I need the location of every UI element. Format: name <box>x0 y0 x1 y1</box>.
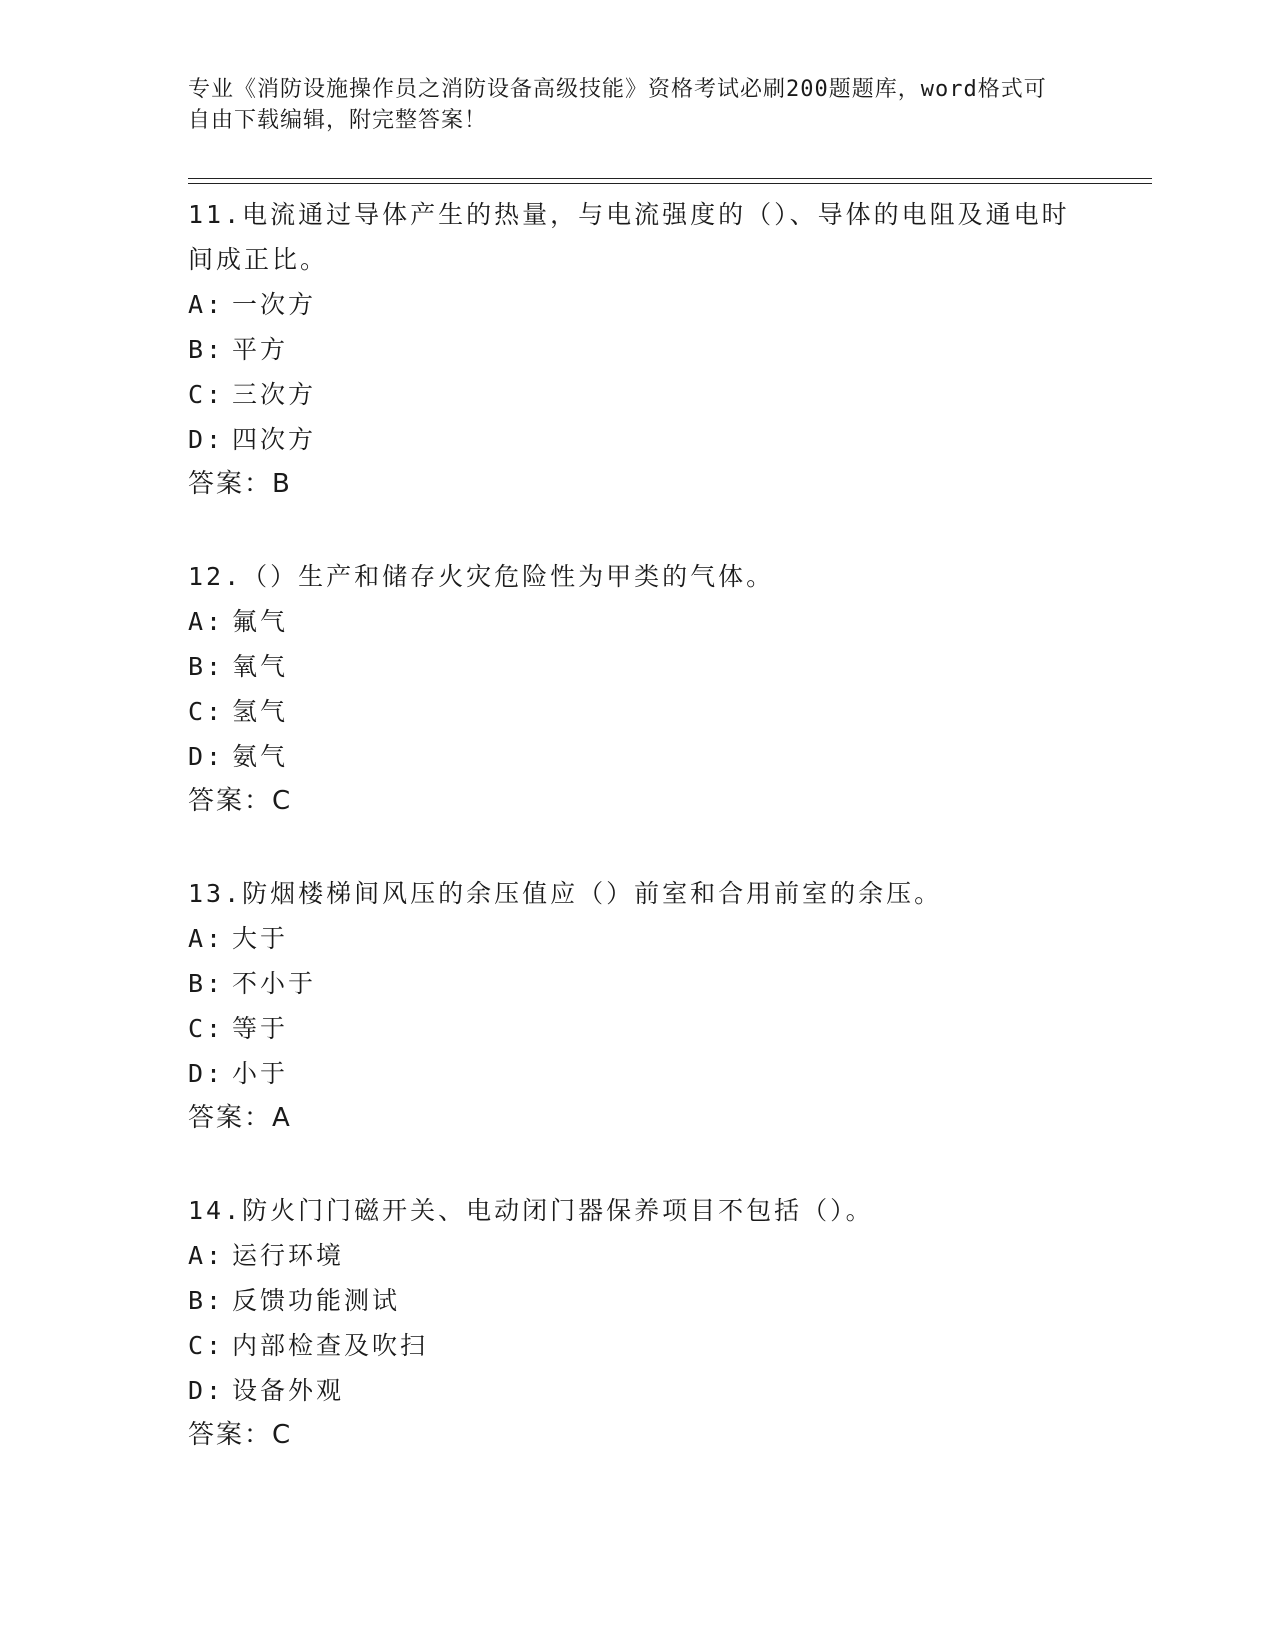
option-label: D: <box>188 425 225 454</box>
option-a <box>188 916 1148 961</box>
option-list <box>188 916 1148 1096</box>
option-b <box>188 644 1148 689</box>
option-text: 平方 <box>232 335 289 364</box>
question-list <box>188 192 1148 1505</box>
question-stem: 11.电流通过导体产生的热量，与电流强度的（）、导体的电阻及通电时间成正比。 <box>188 200 1070 274</box>
option-label: A: <box>188 924 225 953</box>
question-stem: 14.防火门门磁开关、电动闭门器保养项目不包括（）。 <box>188 1196 874 1225</box>
option-label: C: <box>188 380 225 409</box>
option-text: 氢气 <box>232 697 289 726</box>
option-list <box>188 1233 1148 1413</box>
question-stem: 13.防烟楼梯间风压的余压值应（）前室和合用前室的余压。 <box>188 879 943 908</box>
option-label: A: <box>188 290 225 319</box>
option-label: D: <box>188 1376 225 1405</box>
option-text: 等于 <box>232 1014 289 1043</box>
answer-line: 答案：B <box>188 469 292 499</box>
header-divider-top <box>188 178 1152 179</box>
option-label: D: <box>188 742 225 771</box>
option-text: 内部检查及吹扫 <box>232 1331 429 1360</box>
answer-line: 答案：C <box>188 1420 293 1450</box>
option-label: C: <box>188 697 225 726</box>
option-label: B: <box>188 1286 225 1315</box>
option-label: A: <box>188 1241 225 1270</box>
option-d <box>188 417 1148 462</box>
answer-line: 答案：A <box>188 1103 292 1133</box>
header-divider-bottom <box>188 183 1152 184</box>
option-label: A: <box>188 607 225 636</box>
option-a <box>188 599 1148 644</box>
option-text: 三次方 <box>232 380 317 409</box>
option-b <box>188 327 1148 372</box>
option-label: B: <box>188 969 225 998</box>
option-d <box>188 1051 1148 1096</box>
question-13 <box>188 871 1148 1141</box>
answer-line: 答案：C <box>188 786 293 816</box>
option-list <box>188 599 1148 779</box>
option-label: C: <box>188 1331 225 1360</box>
option-text: 氧气 <box>232 652 289 681</box>
option-c <box>188 372 1148 417</box>
option-c <box>188 1006 1148 1051</box>
option-c <box>188 689 1148 734</box>
option-text: 反馈功能测试 <box>232 1286 401 1315</box>
question-12 <box>188 554 1148 824</box>
option-a <box>188 282 1148 327</box>
document-header: 专业《消防设施操作员之消防设备高级技能》资格考试必刷200题题库，word格式可自由下载编辑，附完整答案！ <box>188 77 1047 133</box>
option-b <box>188 961 1148 1006</box>
question-11 <box>188 192 1148 507</box>
option-text: 大于 <box>232 924 289 953</box>
option-b <box>188 1278 1148 1323</box>
option-a <box>188 1233 1148 1278</box>
question-14 <box>188 1188 1148 1458</box>
option-label: D: <box>188 1059 225 1088</box>
option-list <box>188 282 1148 462</box>
option-text: 四次方 <box>232 425 317 454</box>
option-text: 氟气 <box>232 607 289 636</box>
option-text: 氨气 <box>232 742 289 771</box>
option-text: 小于 <box>232 1059 289 1088</box>
option-c <box>188 1323 1148 1368</box>
option-label: B: <box>188 335 225 364</box>
option-text: 不小于 <box>232 969 317 998</box>
option-label: B: <box>188 652 225 681</box>
option-text: 运行环境 <box>232 1241 345 1270</box>
option-d <box>188 734 1148 779</box>
option-text: 设备外观 <box>232 1376 345 1405</box>
option-d <box>188 1368 1148 1413</box>
question-stem: 12.（）生产和储存火灾危险性为甲类的气体。 <box>188 562 775 591</box>
option-text: 一次方 <box>232 290 317 319</box>
option-label: C: <box>188 1014 225 1043</box>
